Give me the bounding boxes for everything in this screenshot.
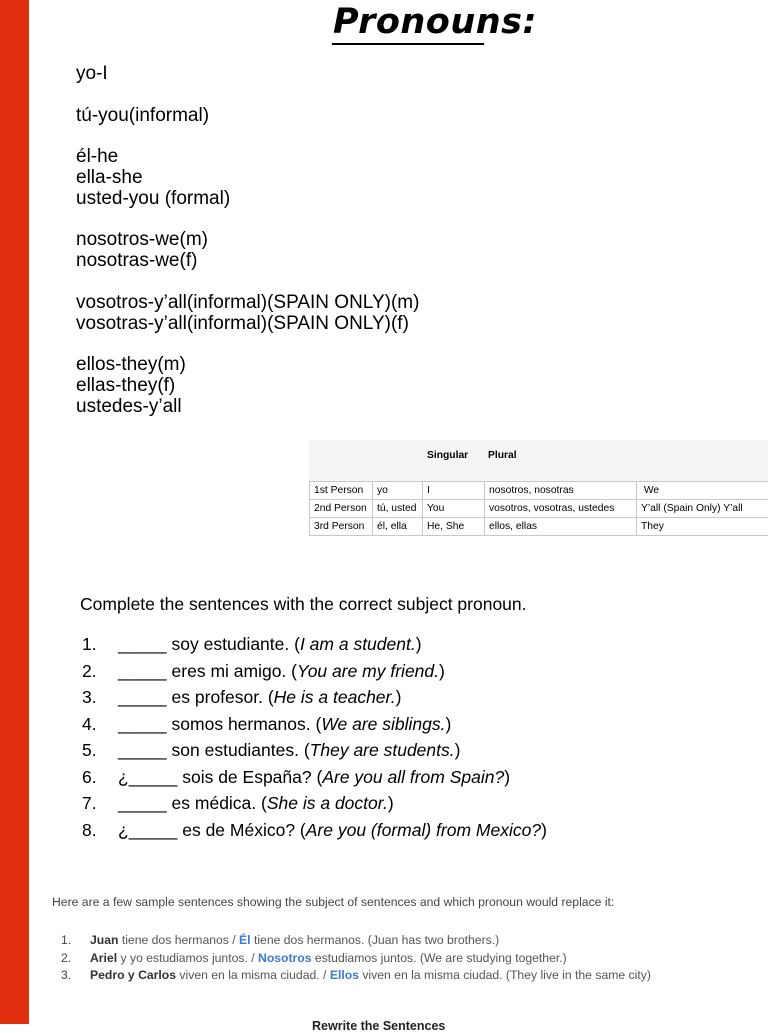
table-row (310, 500, 768, 518)
table-cell: Y’all (Spain Only) Y’all (637, 500, 768, 518)
pronoun-item: tú-you(informal) (76, 106, 419, 127)
title-underline (332, 43, 484, 45)
answer-blank[interactable]: _____ (118, 661, 167, 681)
table-cell: 1st Person (310, 482, 373, 500)
table-cell: nosotros, nosotras (485, 482, 637, 500)
sample-subject: Juan (90, 933, 118, 947)
sample-number: 3. (61, 967, 90, 985)
exercise-english: He is a teacher. (274, 687, 396, 707)
pronoun-item: nosotras-we(f) (76, 251, 419, 272)
exercise-english: Are you (formal) from Mexico? (306, 820, 541, 840)
red-side-bar (0, 0, 29, 1024)
exercise-english: She is a doctor. (267, 793, 388, 813)
exercise-item (82, 632, 547, 659)
pronoun-item: yo-I (76, 64, 419, 85)
sample-list (61, 932, 651, 985)
sample-text: tiene dos hermanos. (Juan has two brothers.) (251, 933, 500, 947)
table-row (310, 482, 768, 500)
exercise-close: ) (455, 740, 461, 760)
header-plural: Plural (488, 450, 517, 461)
table-row (310, 518, 768, 536)
pronoun-table-grid (309, 481, 768, 536)
answer-blank[interactable]: _____ (118, 740, 167, 760)
pronoun-item: ellos-they(m) (76, 355, 419, 376)
exercise-spanish: sois de España? ( (177, 767, 322, 787)
answer-blank[interactable]: ¿_____ (118, 767, 177, 787)
pronoun-item: usted-you (formal) (76, 189, 419, 210)
exercise-number: 3. (82, 685, 118, 709)
exercise-item (82, 765, 547, 792)
pronoun-item: nosotros-we(m) (76, 230, 419, 251)
exercise-close: ) (396, 687, 402, 707)
exercise-number: 8. (82, 818, 118, 842)
sample-pronoun: Ellos (330, 968, 359, 982)
table-cell: 2nd Person (310, 500, 373, 518)
pronoun-table (309, 440, 768, 536)
sample-text: viven en la misma ciudad. (They live in the same city) (359, 968, 651, 982)
exercise-number: 1. (82, 632, 118, 656)
exercise-close: ) (541, 820, 547, 840)
exercise-close: ) (416, 634, 422, 654)
exercise-close: ) (446, 714, 452, 734)
pronoun-item: vosotros-y’all(informal)(SPAIN ONLY)(m) (76, 293, 419, 314)
exercise-close: ) (388, 793, 394, 813)
exercise-english: We are siblings. (321, 714, 445, 734)
sample-item (61, 950, 651, 968)
exercise-item (82, 659, 547, 686)
sample-number: 1. (61, 932, 90, 950)
exercise-spanish: es de México? ( (177, 820, 305, 840)
samples-intro: Here are a few sample sentences showing the subject of sentences and which pronoun would replace it: (52, 895, 614, 909)
sample-text: estudiamos juntos. (We are studying together.) (312, 951, 567, 965)
sample-item (61, 967, 651, 985)
exercise-item (82, 685, 547, 712)
answer-blank[interactable]: _____ (118, 714, 167, 734)
answer-blank[interactable]: ¿_____ (118, 820, 177, 840)
pronoun-table-header (309, 440, 768, 481)
pronoun-item: ellas-they(f) (76, 376, 419, 397)
exercise-close: ) (439, 661, 445, 681)
table-cell: yo (373, 482, 423, 500)
pronoun-list (76, 64, 419, 418)
sample-item (61, 932, 651, 950)
sample-subject: Pedro y Carlos (90, 968, 176, 982)
table-cell: 3rd Person (310, 518, 373, 536)
exercise-spanish: somos hermanos. ( (167, 714, 322, 734)
table-cell: ellos, ellas (485, 518, 637, 536)
table-cell: They (637, 518, 768, 536)
table-cell: vosotros, vosotras, ustedes (485, 500, 637, 518)
sample-text: y yo estudiamos juntos. / (117, 951, 258, 965)
exercise-item (82, 818, 547, 845)
table-cell: tú, usted (373, 500, 423, 518)
table-cell: He, She (423, 518, 485, 536)
pronoun-item: ella-she (76, 168, 419, 189)
exercise-number: 4. (82, 712, 118, 736)
exercise-spanish: es médica. ( (167, 793, 267, 813)
table-cell: We (637, 482, 768, 500)
table-cell: I (423, 482, 485, 500)
exercise-english: You are my friend. (297, 661, 439, 681)
page-title: Pronouns: (333, 2, 537, 42)
answer-blank[interactable]: _____ (118, 793, 167, 813)
pronoun-item: vosotras-y’all(informal)(SPAIN ONLY)(f) (76, 314, 419, 335)
exercise-close: ) (504, 767, 510, 787)
answer-blank[interactable]: _____ (118, 687, 167, 707)
table-cell: You (423, 500, 485, 518)
rewrite-heading: Rewrite the Sentences (312, 1019, 445, 1033)
exercise-english: I am a student. (300, 634, 416, 654)
exercise-spanish: eres mi amigo. ( (167, 661, 297, 681)
sample-text: viven en la misma ciudad. / (176, 968, 330, 982)
exercise-instructions: Complete the sentences with the correct subject pronoun. (80, 594, 527, 615)
exercise-item (82, 791, 547, 818)
pronoun-item: él-he (76, 147, 419, 168)
sample-number: 2. (61, 950, 90, 968)
exercise-number: 6. (82, 765, 118, 789)
exercise-list (82, 632, 547, 844)
sample-subject: Ariel (90, 951, 117, 965)
exercise-item (82, 712, 547, 739)
sample-text: tiene dos hermanos / (118, 933, 239, 947)
sample-pronoun: Nosotros (258, 951, 312, 965)
exercise-spanish: soy estudiante. ( (167, 634, 300, 654)
pronoun-item: ustedes-y’all (76, 397, 419, 418)
exercise-number: 5. (82, 738, 118, 762)
exercise-spanish: son estudiantes. ( (167, 740, 310, 760)
sample-pronoun: Él (239, 933, 251, 947)
exercise-spanish: es profesor. ( (167, 687, 274, 707)
exercise-number: 2. (82, 659, 118, 683)
answer-blank[interactable]: _____ (118, 634, 167, 654)
exercise-english: They are students. (310, 740, 455, 760)
header-singular: Singular (427, 450, 468, 461)
exercise-number: 7. (82, 791, 118, 815)
table-cell: él, ella (373, 518, 423, 536)
exercise-item (82, 738, 547, 765)
exercise-english: Are you all from Spain? (322, 767, 504, 787)
